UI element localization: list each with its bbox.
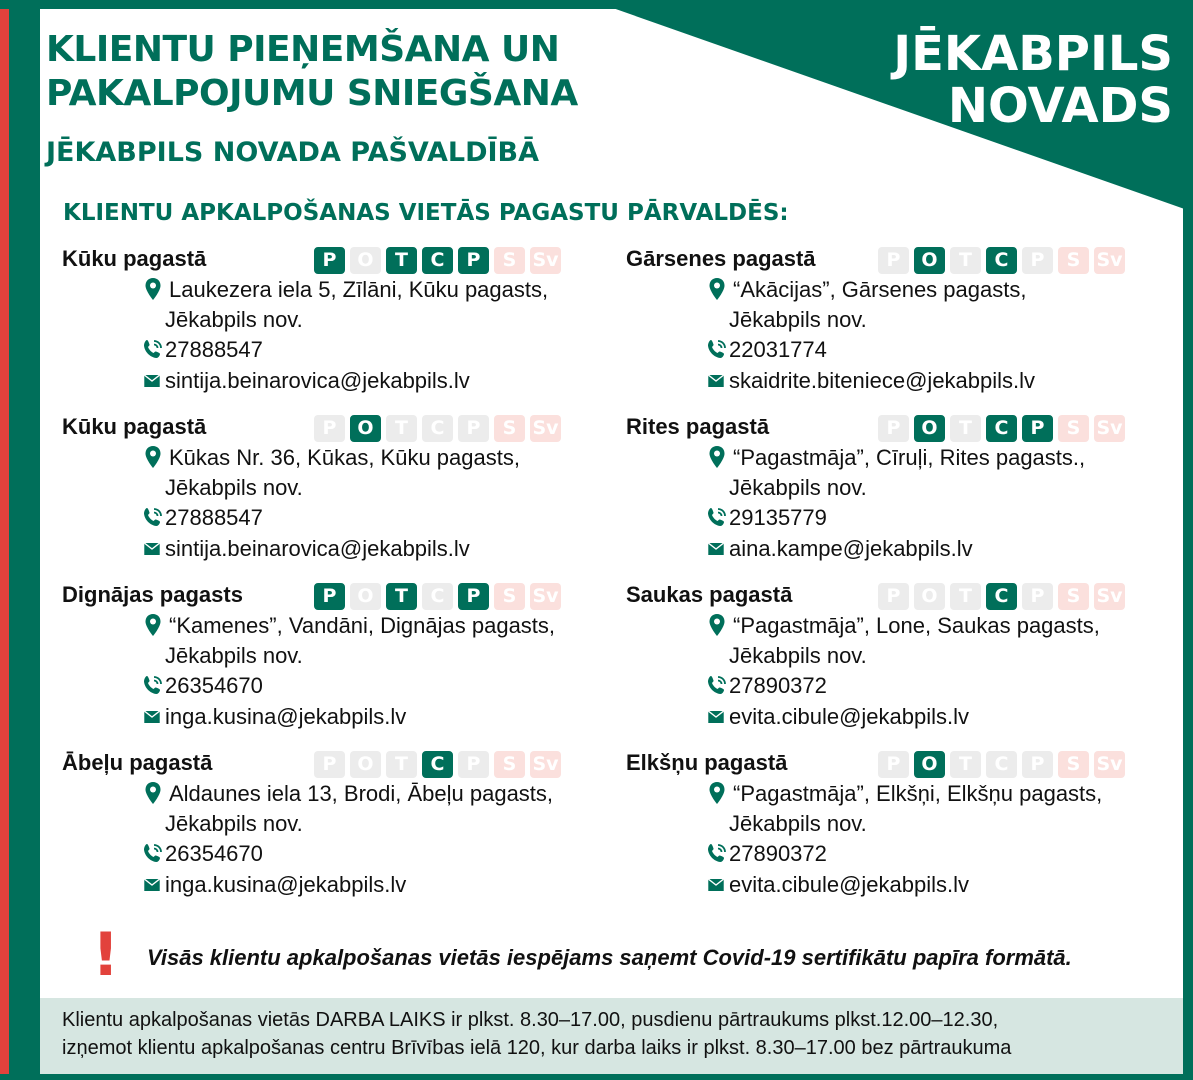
service-badges [878,583,1125,611]
service-badges [314,583,561,611]
address-line-2: Jēkabpils nov. [729,811,867,836]
email-link[interactable]: evita.cibule@jekabpils.lv [729,872,970,897]
phone-number[interactable]: 27888547 [165,337,263,362]
location-entry [626,244,1166,409]
service-badge-p: P [314,583,345,610]
service-badges [878,247,1125,275]
service-badge-p: P [878,751,909,778]
section-heading: KLIENTU APKALPOŠANAS VIETĀS PAGASTU PĀRVALDĒS: [63,200,789,226]
brand-logo-text [773,28,1173,132]
location-name: Ābeļu pagastā [62,750,213,775]
service-badge-s: S [1058,751,1089,778]
address-line-2: Jēkabpils nov. [165,643,303,668]
service-badge-t: T [386,751,417,778]
service-badge-c: C [986,751,1017,778]
title-line-2: PAKALPOJUMU SNIEGŠANA [46,73,578,114]
location-entry [62,412,602,577]
brand-line-1: JĒKABPILS [893,26,1173,82]
service-badges [878,751,1125,779]
phone-icon [142,506,160,530]
service-badges [314,247,561,275]
service-badge-p: P [878,415,909,442]
email-icon [708,542,726,556]
location-name: Elkšņu pagastā [626,750,788,775]
address-line-2: Jēkabpils nov. [729,475,867,500]
service-badge-p: P [314,247,345,274]
service-badge-s: S [1058,583,1089,610]
service-badge-s: S [1058,247,1089,274]
service-badge-p: P [458,583,489,610]
email-icon [144,374,162,388]
location-entry [62,748,602,913]
email-icon [708,374,726,388]
service-badge-s: S [494,583,525,610]
page-title [46,28,578,116]
phone-number[interactable]: 29135779 [729,505,827,530]
service-badge-sv: Sv [1094,415,1125,442]
location-entry [626,580,1166,745]
service-badge-p: P [878,583,909,610]
email-link[interactable]: sintija.beinarovica@jekabpils.lv [165,536,470,561]
address-line-1 [708,275,1026,305]
email-link[interactable]: inga.kusina@jekabpils.lv [165,872,407,897]
service-badge-s: S [494,751,525,778]
email-icon [144,878,162,892]
working-hours-line-2: izņemot klientu apkalpošanas centru Brīvības ielā 120, kur darba laiks ir plkst. 8.30–17.00 bez pārtraukuma [62,1037,1012,1059]
service-badge-p: P [314,415,345,442]
brand-line-2: NOVADS [947,78,1173,134]
service-badge-p: P [1022,247,1053,274]
service-badges [878,415,1125,443]
email-icon [708,878,726,892]
phone-number[interactable]: 27888547 [165,505,263,530]
phone-icon [142,674,160,698]
address-line-1 [144,779,553,809]
service-badge-p: P [1022,751,1053,778]
service-badge-t: T [950,583,981,610]
location-name: Rites pagastā [626,414,770,439]
service-badge-sv: Sv [1094,583,1125,610]
location-entry [62,580,602,745]
service-badge-t: T [386,247,417,274]
service-badge-c: C [986,247,1017,274]
address-line-2: Jēkabpils nov. [729,643,867,668]
service-badge-sv: Sv [530,751,561,778]
service-badge-c: C [422,583,453,610]
address-line-1 [708,779,1102,809]
service-badges [314,415,561,443]
service-badge-t: T [386,415,417,442]
address-text: Laukezera iela 5, Zīlāni, Kūku pagasts, [169,277,549,302]
phone-number[interactable]: 27890372 [729,673,827,698]
service-badge-t: T [950,247,981,274]
phone-icon [706,338,724,362]
email-icon [708,710,726,724]
service-badge-o: O [350,583,381,610]
location-entry [626,748,1166,913]
email-link[interactable]: inga.kusina@jekabpils.lv [165,704,407,729]
page-subtitle: JĒKABPILS NOVADA PAŠVALDĪBĀ [46,137,540,168]
exclamation-icon: ! [92,920,120,990]
address-text: “Pagastmāja”, Lone, Saukas pagasts, [733,613,1100,638]
address-line-1 [144,611,555,641]
phone-icon [142,842,160,866]
service-badge-s: S [494,247,525,274]
address-line-2: Jēkabpils nov. [165,475,303,500]
covid-certificate-notice: Visās klientu apkalpošanas vietās iespējams saņemt Covid-19 sertifikātu papīra formātā. [147,945,1072,970]
address-text: “Pagastmāja”, Cīruļi, Rites pagasts., [733,445,1086,470]
phone-icon [142,338,160,362]
address-line-2: Jēkabpils nov. [729,307,867,332]
address-line-1 [144,275,548,305]
service-badge-p: P [878,247,909,274]
service-badge-o: O [914,415,945,442]
title-line-1: KLIENTU PIEŅEMŠANA UN [46,29,560,70]
service-badge-c: C [986,583,1017,610]
address-line-2: Jēkabpils nov. [165,307,303,332]
address-line-1 [144,443,520,473]
service-badge-sv: Sv [1094,751,1125,778]
bottom-frame-band [0,1074,1193,1080]
service-badge-sv: Sv [530,583,561,610]
phone-number[interactable]: 27890372 [729,841,827,866]
phone-icon [706,506,724,530]
service-badge-o: O [914,247,945,274]
address-text: Kūkas Nr. 36, Kūkas, Kūku pagasts, [169,445,520,470]
location-name: Gārsenes pagastā [626,246,816,271]
address-text: Aldaunes iela 13, Brodi, Ābeļu pagasts, [169,781,554,806]
service-badge-o: O [350,751,381,778]
service-badge-t: T [386,583,417,610]
phone-icon [706,674,724,698]
location-name: Kūku pagastā [62,246,207,271]
address-line-1 [708,611,1100,641]
service-badges [314,751,561,779]
email-link[interactable]: evita.cibule@jekabpils.lv [729,704,970,729]
service-badge-p: P [458,751,489,778]
service-badge-o: O [350,247,381,274]
location-name: Dignājas pagasts [62,582,243,607]
address-text: “Pagastmāja”, Elkšņi, Elkšņu pagasts, [733,781,1103,806]
service-badge-p: P [1022,583,1053,610]
service-badge-sv: Sv [530,415,561,442]
service-badge-p: P [314,751,345,778]
address-text: “Kamenes”, Vandāni, Dignājas pagasts, [169,613,556,638]
location-name: Kūku pagastā [62,414,207,439]
service-badge-p: P [458,247,489,274]
phone-number[interactable]: 26354670 [165,841,263,866]
service-badge-p: P [458,415,489,442]
email-link[interactable]: sintija.beinarovica@jekabpils.lv [165,368,470,393]
service-badge-p: P [1022,415,1053,442]
address-text: “Akācijas”, Gārsenes pagasts, [733,277,1027,302]
service-badge-s: S [494,415,525,442]
email-icon [144,710,162,724]
working-hours-text [62,1006,1011,1062]
address-line-2: Jēkabpils nov. [165,811,303,836]
working-hours-line-1: Klientu apkalpošanas vietās DARBA LAIKS ir plkst. 8.30–17.00, pusdienu pārtraukums plkst.12.00–12.30, [62,1009,999,1031]
service-badge-o: O [914,751,945,778]
phone-icon [706,842,724,866]
service-badge-c: C [422,751,453,778]
service-badge-o: O [350,415,381,442]
service-badge-s: S [1058,415,1089,442]
email-icon [144,542,162,556]
service-badge-t: T [950,751,981,778]
service-badge-o: O [914,583,945,610]
service-badge-sv: Sv [530,247,561,274]
service-badge-sv: Sv [1094,247,1125,274]
phone-number[interactable]: 22031774 [729,337,827,362]
phone-number[interactable]: 26354670 [165,673,263,698]
location-entry [62,244,602,409]
email-link[interactable]: skaidrite.biteniece@jekabpils.lv [729,368,1036,393]
location-entry [626,412,1166,577]
email-link[interactable]: aina.kampe@jekabpils.lv [729,536,973,561]
service-badge-t: T [950,415,981,442]
address-line-1 [708,443,1085,473]
location-name: Saukas pagastā [626,582,793,607]
working-hours-footer [40,998,1183,1074]
service-badge-c: C [422,415,453,442]
service-badge-c: C [422,247,453,274]
service-badge-c: C [986,415,1017,442]
